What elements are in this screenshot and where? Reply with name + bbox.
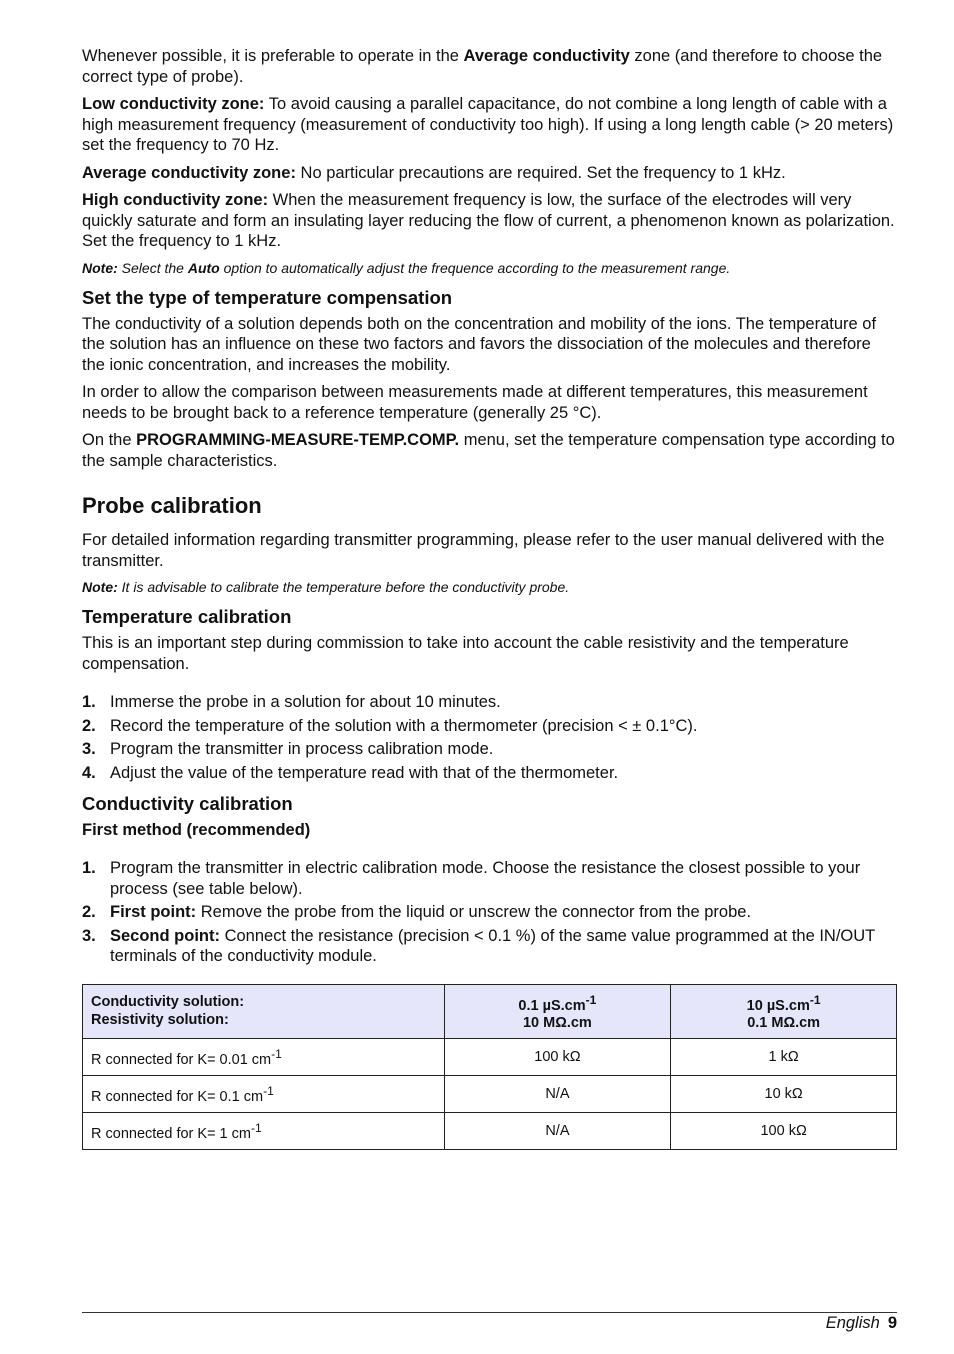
list-item: 2. Record the temperature of the solution with a thermometer (precision < ± 0.1°C). (82, 716, 698, 735)
table-cell: 100 kΩ (444, 1039, 671, 1076)
page-number: 9 (887, 1314, 897, 1332)
temp-comp-heading: Set the type of temperature compensation (82, 286, 453, 308)
table-cell: R connected for K= 0.01 $cm^{-1}$ (83, 1039, 445, 1076)
list-item: 3. Second point: Connect the resistance (precision < 0.1 %) of the same value programmed at the IN/OUT terminals of the conductivity module. (82, 926, 875, 965)
low-zone-paragraph: Low conductivity zone: To avoid causing a parallel capacitance, do not combine a long length of cable with a high measurement frequency (measurement of conductivity too high). If using a long length cable (> 20 meters) set the frequency to 70 Hz. (82, 95, 894, 154)
temperature-calibration-steps (82, 692, 897, 783)
temp-comp-paragraph-2: In order to allow the comparison between measurements made at different temperatures, this measurement needs to be brought back to a reference temperature (generally 25 °C). (82, 383, 868, 422)
temp-comp-paragraph-1: The conductivity of a solution depends both on the concentration and mobility of the ions. The temperature of the solution has an influence on these two factors and favors the dissociation of the molecules and therefore the ionic concentration, and increases the mobility. (82, 314, 877, 374)
high-zone-paragraph: High conductivity zone: When the measurement frequency is low, the surface of the electrodes will very quickly saturate and form an insulating layer reducing the flow of current, a phenomenon known as polarization. Set the frequency to 1 kHz. (82, 191, 895, 250)
table-header-cell: 0.1 $\mu S.cm^{-1}$ 10 MΩ.cm (444, 984, 671, 1039)
table-row (83, 1112, 897, 1149)
first-method-subheading: First method (recommended) (82, 821, 311, 839)
temp-comp-paragraph-3: On the PROGRAMMING-MEASURE-TEMP.COMP. menu, set the temperature compensation type according to the sample characteristics. (82, 431, 895, 470)
probe-calibration-heading: Probe calibration (82, 493, 262, 518)
list-item: 1. Immerse the probe in a solution for about 10 minutes. (82, 693, 501, 711)
footer-language: English (825, 1314, 880, 1332)
list-item: 2. First point: Remove the probe from the liquid or unscrew the connector from the probe. (82, 903, 752, 921)
document-page (82, 46, 897, 1150)
temperature-calibration-heading: Temperature calibration (82, 606, 292, 627)
conductivity-calibration-heading: Conductivity calibration (82, 793, 293, 814)
conductivity-calibration-steps (82, 858, 897, 967)
table-cell: N/A (444, 1076, 671, 1113)
table-header-row (83, 984, 897, 1039)
table-cell: 100 kΩ (671, 1112, 897, 1149)
average-zone-paragraph: Average conductivity zone: No particular precautions are required. Set the frequency to 1 kHz. (82, 163, 786, 182)
table-header-cell: Conductivity solution: Resistivity solution: (83, 984, 445, 1039)
table-cell: N/A (444, 1112, 671, 1149)
list-item: 1. Program the transmitter in electric calibration mode. Choose the resistance the closest possible to your process (see table below). (82, 859, 861, 898)
temperature-calibration-paragraph: This is an important step during commission to take into account the cable resistivity and the temperature compensation. (82, 634, 849, 673)
frequency-note: Note: Select the Auto option to automatically adjust the frequence according to the measurement range. (82, 259, 731, 276)
table-cell: 1 kΩ (671, 1039, 897, 1076)
footer-text (826, 1313, 897, 1333)
page-footer (82, 1312, 897, 1332)
intro-paragraph: Whenever possible, it is preferable to operate in the Average conductivity zone (and therefore to choose the correct type of probe). (82, 47, 883, 86)
table-cell: R connected for K= 0.1 $cm^{-1}$ (83, 1076, 445, 1113)
table-row (83, 1039, 897, 1076)
list-item: 3. Program the transmitter in process calibration mode. (82, 740, 494, 758)
list-item: 4. Adjust the value of the temperature read with that of the thermometer. (82, 763, 619, 782)
table-row (83, 1076, 897, 1113)
table-header-cell: 10 $\mu S.cm^{-1}$ 0.1 MΩ.cm (671, 984, 897, 1039)
table-cell: 10 kΩ (671, 1076, 897, 1113)
resistance-table (82, 984, 897, 1150)
calibration-order-note: Note: It is advisable to calibrate the temperature before the conductivity probe. (82, 579, 570, 595)
probe-calibration-paragraph: For detailed information regarding transmitter programming, please refer to the user manual delivered with the transmitter. (82, 531, 885, 570)
table-cell: R connected for K= 1 $cm^{-1}$ (83, 1112, 445, 1149)
